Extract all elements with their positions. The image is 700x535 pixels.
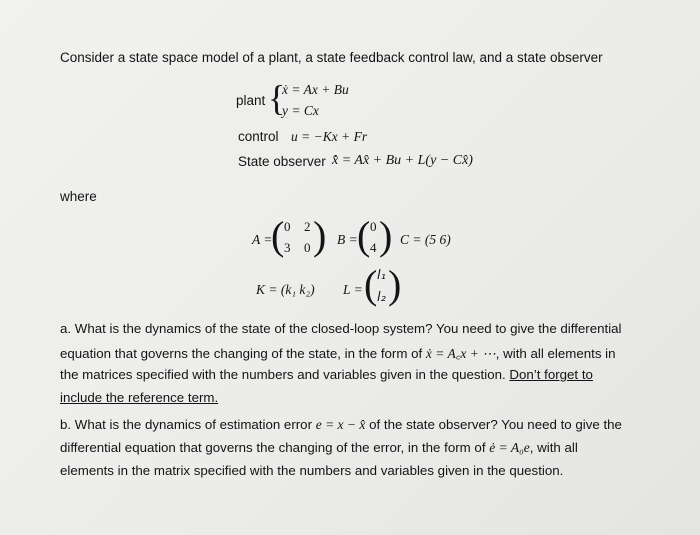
- matrix-b-r2: 4: [370, 240, 377, 255]
- control-law-equation: u = −Kx + Fr: [291, 129, 368, 144]
- matrix-c: C = (5 6): [400, 232, 451, 247]
- question-a-line-4: include the reference term.: [60, 390, 219, 405]
- where-label: where: [60, 189, 97, 204]
- question-b-line-2-tail: , with all: [529, 440, 578, 455]
- question-b-error-expression: e = x − x̂: [315, 417, 366, 432]
- matrix-l-right-paren: ): [388, 262, 402, 307]
- observer-equation: x̂̇ = Ax̂ + Bu + L(y − Cx̂): [332, 153, 473, 168]
- question-a-form-expression: ẋ = A꜀x + ⋯: [425, 346, 496, 361]
- matrix-a-r1c2: 2: [304, 219, 311, 234]
- matrix-b-r1: 0: [370, 219, 377, 234]
- matrix-b-label: B =: [337, 232, 358, 247]
- question-a-line-1: a. What is the dynamics of the state of the closed-loop system? You need to give the differential: [60, 321, 622, 336]
- matrix-a-r2c1: 3: [284, 240, 291, 255]
- plant-label: plant: [236, 93, 266, 108]
- question-a-reminder-underlined: Don’t forget to: [509, 367, 593, 382]
- matrix-l-r1: l₁: [377, 268, 386, 283]
- matrix-l-left-paren: (: [364, 262, 378, 307]
- matrix-k: K = (k₁ k₂): [256, 282, 315, 297]
- plant-state-equation: ẋ = Ax + Bu: [282, 82, 349, 97]
- question-a-line-3: [60, 367, 593, 382]
- intro-text: Consider a state space model of a plant, a state feedback control law, and a state observer: [60, 50, 603, 65]
- question-b-line-1-text: b. What is the dynamics of estimation error: [60, 417, 316, 432]
- matrix-l-r2: l₂: [377, 290, 386, 305]
- question-a-line-2-text: equation that governs the changing of the state, in the form of: [60, 346, 426, 361]
- control-label: control: [238, 129, 279, 144]
- plant-output-equation: y = Cx: [282, 103, 319, 118]
- matrix-a-r2c2: 0: [304, 240, 311, 255]
- question-b-line-3: elements in the matrix specified with the numbers and variables given in the question.: [60, 463, 564, 478]
- matrix-l-label: L =: [343, 282, 363, 297]
- question-b-line-2: [60, 440, 578, 456]
- matrix-b-right-paren: ): [379, 213, 393, 258]
- question-a-line-3-text: the matrices specified with the numbers and variables given in the question.: [60, 367, 510, 382]
- question-b-form-expression: ė = A₀e: [489, 440, 530, 455]
- matrix-a-left-paren: (: [271, 213, 285, 258]
- question-a-line-2-tail: , with all elements in: [495, 346, 616, 361]
- question-a-line-2: [60, 344, 616, 362]
- question-b-line-1-tail: of the state observer? You need to give the: [365, 417, 622, 432]
- matrix-a-r1c1: 0: [284, 219, 291, 234]
- matrix-a-label: A =: [252, 232, 273, 247]
- matrix-a-right-paren: ): [313, 213, 327, 258]
- plant-brace: {: [268, 78, 286, 118]
- question-b-line-2-text: differential equation that governs the changing of the error, in the form of: [60, 440, 490, 455]
- observer-label: State observer: [238, 154, 326, 169]
- matrix-b-left-paren: (: [357, 213, 371, 258]
- question-b-line-1: [60, 417, 622, 433]
